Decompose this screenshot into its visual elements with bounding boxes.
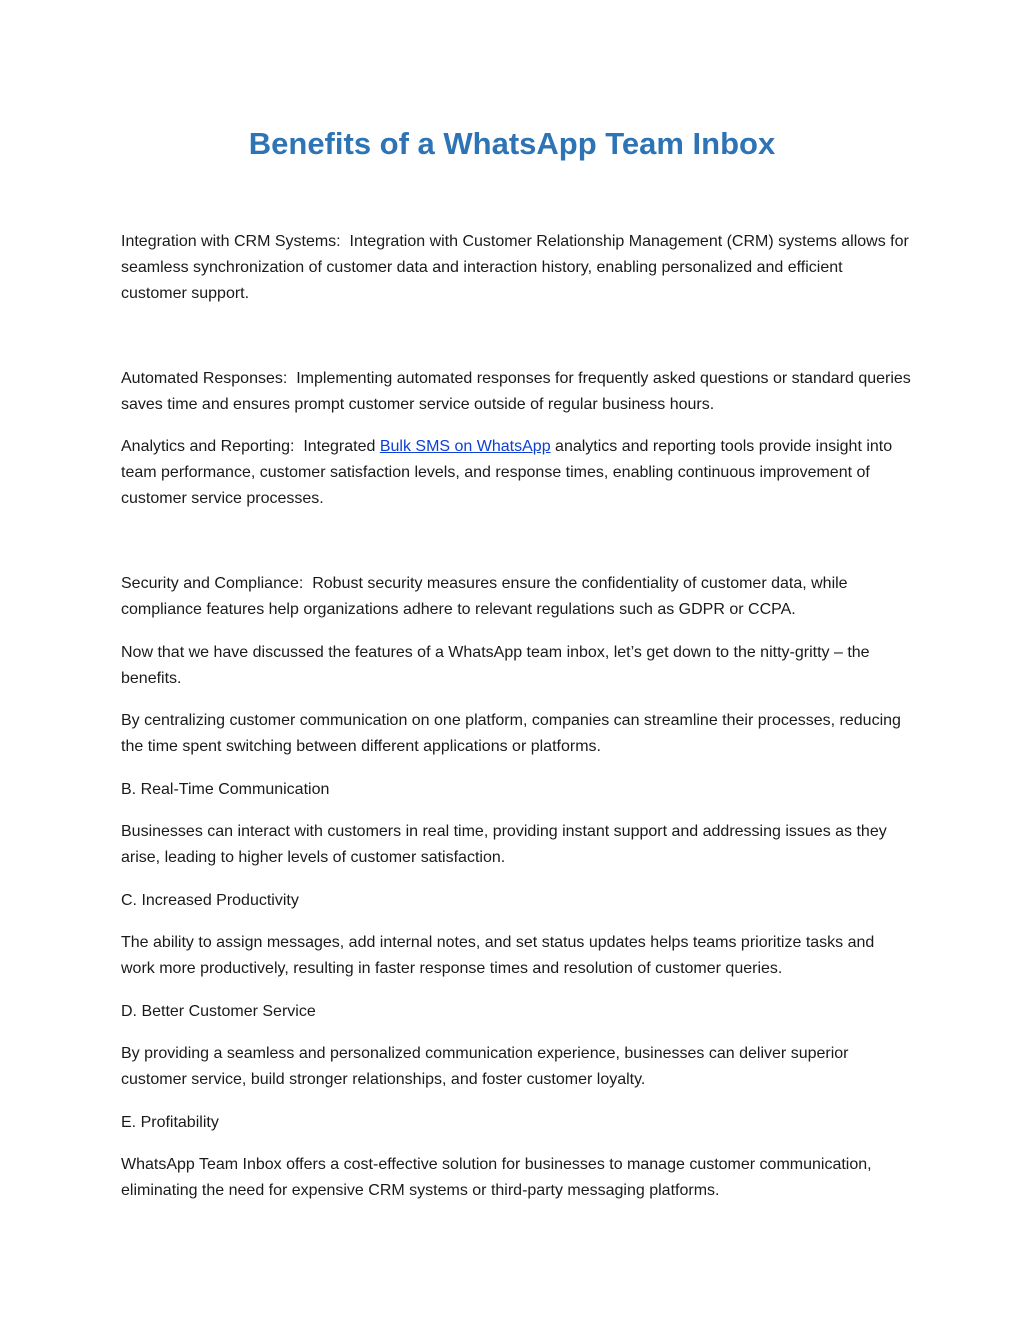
paragraph-label: Integration with CRM Systems: xyxy=(121,233,341,250)
paragraph-text: Implementing automated responses for frequently asked questions or standard queries saves time and ensures prompt customer service outside of regular business hours. xyxy=(121,370,911,413)
paragraph-text: Integrated xyxy=(303,438,376,455)
bulk-sms-whatsapp-link[interactable]: Bulk SMS on WhatsApp xyxy=(379,438,551,455)
paragraph-intro-benefits: Now that we have discussed the features of a WhatsApp team inbox, let’s get down to the nitty-gritty – the benefits. xyxy=(121,644,870,687)
heading-better-customer-service: D. Better Customer Service xyxy=(121,1003,316,1020)
paragraph-analytics-reporting xyxy=(121,434,911,512)
paragraph-text: analytics and reporting tools provide insight into team performance, customer satisfaction levels, and response times, enabling continuous improvement of customer service processes. xyxy=(121,438,893,507)
heading-profitability: E. Profitability xyxy=(121,1114,219,1131)
paragraph-customer-service: By providing a seamless and personalized communication experience, businesses can deliver superior customer service, build stronger relationships, and foster customer loyalty. xyxy=(121,1045,849,1088)
paragraph-centralizing: By centralizing customer communication on one platform, companies can streamline their processes, reducing the time spent switching between different applications or platforms. xyxy=(121,712,901,755)
paragraph-label: Security and Compliance: xyxy=(121,575,304,592)
paragraph-text: Integration with Customer Relationship Management (CRM) systems allows for seamless synchronization of customer data and interaction history, enabling personalized and efficient customer support. xyxy=(121,233,909,302)
paragraph-real-time: Businesses can interact with customers in real time, providing instant support and addressing issues as they arise, leading to higher levels of customer satisfaction. xyxy=(121,823,887,866)
paragraph-automated-responses xyxy=(121,366,911,418)
heading-real-time-communication: B. Real-Time Communication xyxy=(121,781,330,798)
page-title: Benefits of a WhatsApp Team Inbox xyxy=(248,126,776,161)
paragraph-label: Automated Responses: xyxy=(121,370,288,387)
paragraph-label: Analytics and Reporting: xyxy=(121,438,295,455)
paragraph-security-compliance xyxy=(121,571,911,623)
heading-increased-productivity: C. Increased Productivity xyxy=(121,892,299,909)
paragraph-text: Robust security measures ensure the confidentiality of customer data, while compliance features help organizations adhere to relevant regulations such as GDPR or CCPA. xyxy=(121,575,848,618)
paragraph-profitability: WhatsApp Team Inbox offers a cost-effective solution for businesses to manage customer communication, eliminating the need for expensive CRM systems or third-party messaging platforms. xyxy=(121,1156,872,1199)
paragraph-productivity: The ability to assign messages, add internal notes, and set status updates helps teams prioritize tasks and work more productively, resulting in faster response times and resolution of customer queries. xyxy=(121,934,875,977)
paragraph-crm-integration xyxy=(121,229,911,307)
